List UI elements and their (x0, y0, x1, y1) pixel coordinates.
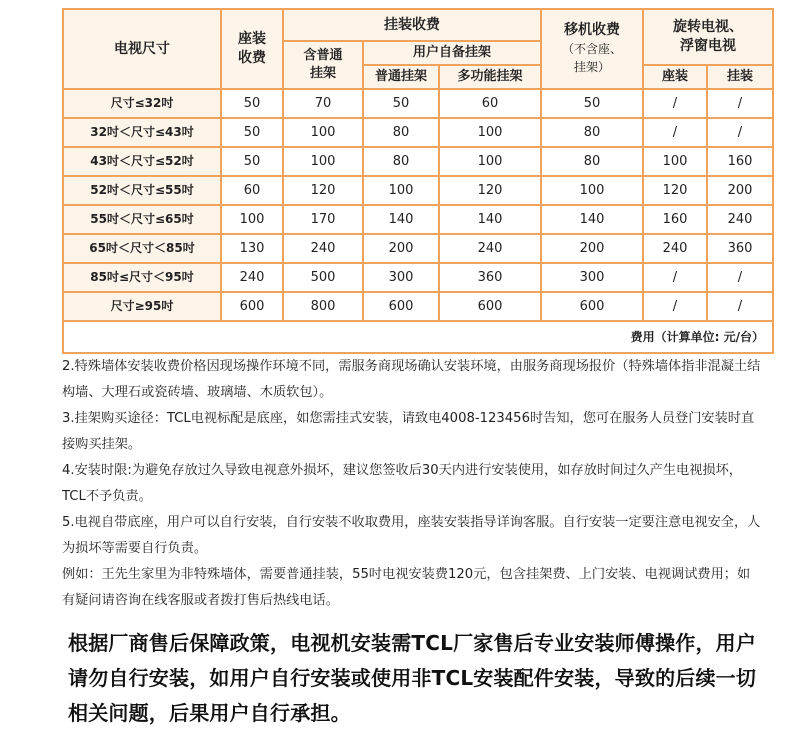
cell-rotate-seat: / (643, 89, 707, 118)
table-row (63, 292, 773, 321)
header-rotate-wall: 挂装 (707, 65, 773, 89)
cell-rotate-wall: 360 (707, 234, 773, 263)
row-size-label: 尺寸≤32吋 (63, 89, 221, 118)
header-tv-size: 电视尺寸 (63, 9, 221, 89)
note-example: 例如：王先生家里为非特殊墙体，需要普通挂装，55吋电视安装费120元，包含挂架费、上门安装、电视调试费用；如有疑问请咨询在线客服或者拨打售后热线电话。 (62, 567, 751, 608)
row-size-label: 85吋≤尺寸＜95吋 (63, 263, 221, 292)
cell-user-multi: 600 (439, 292, 541, 321)
cell-wall-incl: 800 (283, 292, 363, 321)
cell-seat: 600 (221, 292, 283, 321)
header-rotate-tv: 旋转电视、 浮窗电视 (643, 9, 773, 65)
header-user-multi: 多功能挂架 (439, 65, 541, 89)
header-user-normal: 普通挂架 (363, 65, 439, 89)
cell-rotate-wall: / (707, 292, 773, 321)
cell-wall-incl: 100 (283, 118, 363, 147)
cell-seat: 60 (221, 176, 283, 205)
cell-wall-incl: 240 (283, 234, 363, 263)
cell-user-normal: 80 (363, 147, 439, 176)
cell-user-multi: 100 (439, 118, 541, 147)
cell-rotate-wall: 160 (707, 147, 773, 176)
notes-section (62, 354, 762, 614)
cell-move: 200 (541, 234, 643, 263)
cell-user-multi: 100 (439, 147, 541, 176)
cell-rotate-wall: 200 (707, 176, 773, 205)
row-size-label: 43吋＜尺寸≤52吋 (63, 147, 221, 176)
cell-move: 50 (541, 89, 643, 118)
table-row (63, 263, 773, 292)
note-self-install: 5.电视自带底座，用户可以自行安装，自行安装不收取费用，座装安装指导详询客服。自行安装一定要注意电视安全，人为损坏等需要自行负责。 (62, 515, 761, 556)
cell-user-multi: 240 (439, 234, 541, 263)
cell-user-multi: 120 (439, 176, 541, 205)
cell-rotate-wall: / (707, 89, 773, 118)
cell-move: 80 (541, 147, 643, 176)
cell-seat: 50 (221, 147, 283, 176)
cell-rotate-wall: 240 (707, 205, 773, 234)
policy-statement: 根据厂商售后保障政策，电视机安装需TCL厂家售后专业安装师傅操作，用户请勿自行安装，如用户自行安装或使用非TCL安装配件安装，导致的后续一切相关问题，后果用户自行承担。 (68, 631, 757, 725)
cell-user-normal: 50 (363, 89, 439, 118)
cell-move: 80 (541, 118, 643, 147)
row-size-label: 52吋＜尺寸≤55吋 (63, 176, 221, 205)
cell-seat: 100 (221, 205, 283, 234)
cell-rotate-seat: / (643, 292, 707, 321)
cell-move: 140 (541, 205, 643, 234)
row-size-label: 55吋＜尺寸≤65吋 (63, 205, 221, 234)
table-row (63, 118, 773, 147)
header-wall-fee: 挂装收费 (283, 9, 541, 41)
header-user-own: 用户自备挂架 (363, 41, 541, 65)
cell-user-normal: 140 (363, 205, 439, 234)
cell-rotate-wall: / (707, 118, 773, 147)
cell-rotate-seat: / (643, 118, 707, 147)
cell-user-normal: 300 (363, 263, 439, 292)
cell-wall-incl: 70 (283, 89, 363, 118)
cell-seat: 50 (221, 89, 283, 118)
cell-rotate-seat: 160 (643, 205, 707, 234)
cell-rotate-seat: 240 (643, 234, 707, 263)
cell-seat: 240 (221, 263, 283, 292)
header-seat-fee: 座装 收费 (221, 9, 283, 89)
cell-move: 100 (541, 176, 643, 205)
cell-user-multi: 360 (439, 263, 541, 292)
cell-user-normal: 100 (363, 176, 439, 205)
note-bracket-purchase: 3.挂架购买途径：TCL电视标配是底座，如您需挂式安装，请致电4008-123456时告知，您可在服务人员登门安装时直接购买挂架。 (62, 411, 755, 452)
cell-wall-incl: 170 (283, 205, 363, 234)
row-size-label: 65吋＜尺寸＜85吋 (63, 234, 221, 263)
cell-user-multi: 60 (439, 89, 541, 118)
cell-user-normal: 80 (363, 118, 439, 147)
table-row (63, 176, 773, 205)
cell-move: 600 (541, 292, 643, 321)
cell-user-normal: 600 (363, 292, 439, 321)
cell-move: 300 (541, 263, 643, 292)
cell-rotate-wall: / (707, 263, 773, 292)
cell-rotate-seat: / (643, 263, 707, 292)
table-row (63, 205, 773, 234)
cell-seat: 50 (221, 118, 283, 147)
cell-wall-incl: 120 (283, 176, 363, 205)
row-size-label: 32吋＜尺寸≤43吋 (63, 118, 221, 147)
header-move-fee: 移机收费 （不含座、 挂架） (541, 9, 643, 89)
table-row (63, 89, 773, 118)
header-rotate-seat: 座装 (643, 65, 707, 89)
note-special-wall: 2.特殊墙体安装收费价格因现场操作环境不同，需服务商现场确认安装环境，由服务商现场报价（特殊墙体指非混凝土结构墙、大理石或瓷砖墙、玻璃墙、木质软包）。 (62, 359, 761, 400)
cell-rotate-seat: 100 (643, 147, 707, 176)
table-row (63, 147, 773, 176)
table-row (63, 234, 773, 263)
install-fee-table (62, 8, 774, 354)
cell-wall-incl: 500 (283, 263, 363, 292)
cell-rotate-seat: 120 (643, 176, 707, 205)
note-install-time-limit: 4.安装时限:为避免存放过久导致电视意外损坏，建议您签收后30天内进行安装使用，如存放时间过久产生电视损坏，TCL不予负责。 (62, 463, 742, 504)
table-footnote: 费用（计算单位: 元/台） (63, 321, 773, 353)
cell-seat: 130 (221, 234, 283, 263)
cell-user-multi: 140 (439, 205, 541, 234)
cell-wall-incl: 100 (283, 147, 363, 176)
header-wall-incl: 含普通 挂架 (283, 41, 363, 89)
cell-user-normal: 200 (363, 234, 439, 263)
row-size-label: 尺寸≥95吋 (63, 292, 221, 321)
